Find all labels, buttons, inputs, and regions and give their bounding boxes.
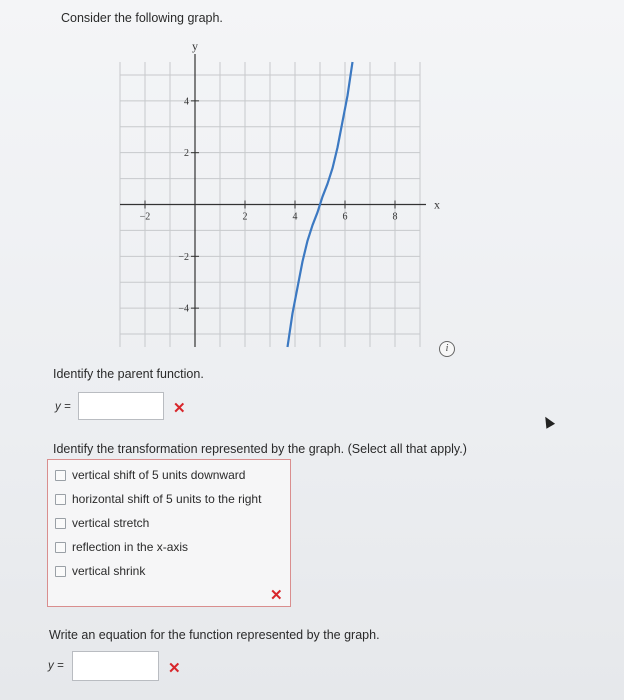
y-tick-label: −2 xyxy=(178,251,189,263)
x-tick-label: 4 xyxy=(292,211,298,223)
part3-wrong-icon: ✕ xyxy=(168,660,181,677)
option-label: reflection in the x-axis xyxy=(72,540,189,554)
part1-y-label: y = xyxy=(55,401,71,413)
y-tick-label: 4 xyxy=(184,96,189,108)
option-vertical-shift-down[interactable] xyxy=(55,467,245,483)
option-label: horizontal shift of 5 units to the right xyxy=(72,492,262,506)
part2-prompt: Identify the transformation represented by the graph. (Select all that apply.) xyxy=(53,442,467,456)
part1-prompt: Identify the parent function. xyxy=(53,367,204,381)
function-graph xyxy=(100,39,440,355)
option-vertical-stretch[interactable] xyxy=(55,515,149,531)
checkbox[interactable] xyxy=(55,518,66,529)
y-axis-label: y xyxy=(192,39,198,53)
part2-wrong-icon: ✕ xyxy=(270,587,283,604)
x-tick-label: 8 xyxy=(392,211,398,223)
mouse-cursor-icon xyxy=(541,414,555,429)
option-reflection-x-axis[interactable] xyxy=(55,539,188,555)
part3-prompt: Write an equation for the function represented by the graph. xyxy=(49,628,380,642)
transformation-options xyxy=(47,459,291,607)
option-horizontal-shift-right[interactable] xyxy=(55,491,261,507)
part3-y-label: y = xyxy=(48,660,64,672)
equation-input[interactable] xyxy=(72,651,159,681)
info-icon[interactable]: i xyxy=(439,341,455,357)
parent-function-input[interactable] xyxy=(78,392,164,420)
x-tick-label: 6 xyxy=(342,211,348,223)
checkbox[interactable] xyxy=(55,542,66,553)
y-tick-label: 2 xyxy=(184,148,189,160)
x-tick-label: −2 xyxy=(139,211,151,223)
part1-wrong-icon: ✕ xyxy=(173,400,186,417)
option-label: vertical shift of 5 units downward xyxy=(72,468,246,482)
checkbox[interactable] xyxy=(55,470,66,481)
option-vertical-shrink[interactable] xyxy=(55,563,145,579)
checkbox[interactable] xyxy=(55,566,66,577)
x-axis-label: x xyxy=(434,197,440,212)
question-intro: Consider the following graph. xyxy=(61,11,223,25)
checkbox[interactable] xyxy=(55,494,66,505)
x-tick-label: 2 xyxy=(242,211,248,223)
option-label: vertical shrink xyxy=(72,564,146,578)
y-tick-label: −4 xyxy=(178,303,189,315)
option-label: vertical stretch xyxy=(72,516,150,530)
